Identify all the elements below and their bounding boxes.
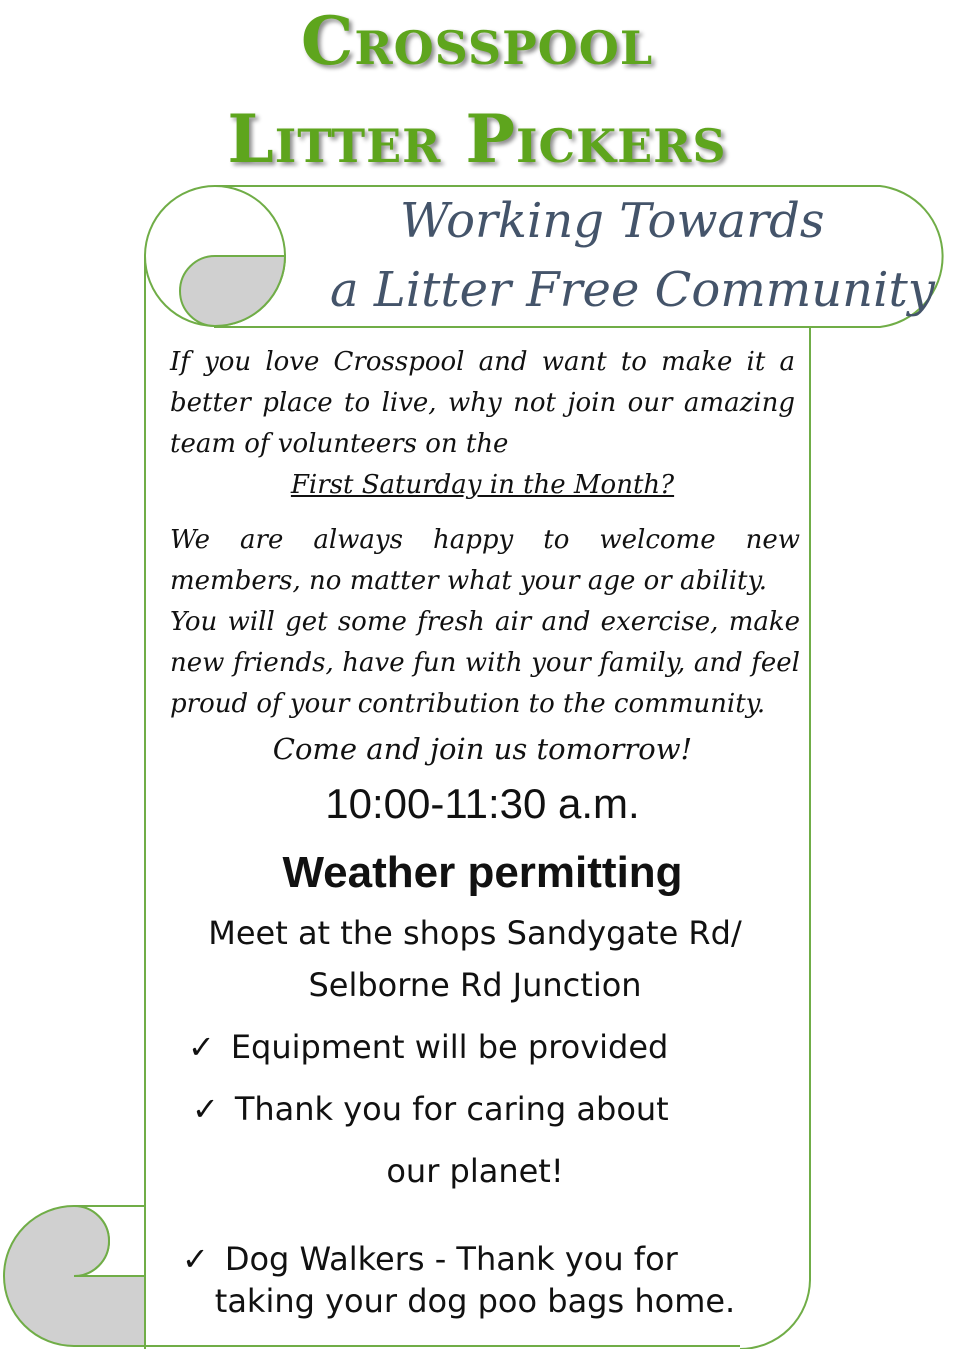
- welcome-paragraph: [170, 520, 800, 725]
- intro-paragraph: If you love Crosspool and want to make it a better place to live, why not join our amazing team of volunteers on the: [170, 347, 795, 459]
- checklist-item-thank-you-continued: our planet!: [386, 1152, 564, 1190]
- meeting-point-line-2: Selborne Rd Junction: [308, 966, 642, 1004]
- checklist-text: Dog Walkers - Thank you for: [224, 1240, 678, 1278]
- title-crosspool: Crosspool: [300, 2, 654, 80]
- welcome-line-1: We are always happy to welcome new members, no matter what your age or ability.: [170, 525, 800, 596]
- checklist-text: Thank you for caring about: [234, 1090, 669, 1128]
- checkmark-icon: ✓: [192, 1090, 219, 1128]
- welcome-line-2: You will get some fresh air and exercise, make new friends, have fun with your family, and feel proud of your contribution to the community.: [170, 607, 800, 719]
- checklist-item-equipment: [188, 1028, 668, 1066]
- first-saturday-highlight: First Saturday in the Month?: [290, 470, 675, 500]
- title-litter-pickers: Litter Pickers: [227, 100, 727, 178]
- checklist-item-thank-you: [192, 1090, 669, 1128]
- banner-line-2: a Litter Free Community: [330, 262, 935, 318]
- checkmark-icon: ✓: [188, 1028, 215, 1066]
- banner-line-1: Working Towards: [400, 193, 825, 249]
- meeting-point-line-1: Meet at the shops Sandygate Rd/: [208, 914, 742, 952]
- checklist-item-dog-walkers-continued: taking your dog poo bags home.: [214, 1282, 736, 1320]
- weather-note: Weather permitting: [282, 848, 683, 897]
- checkmark-icon: ✓: [182, 1240, 209, 1278]
- session-time: 10:00-11:30 a.m.: [325, 780, 640, 827]
- checklist-text: Equipment will be provided: [230, 1028, 669, 1066]
- come-join-text: Come and join us tomorrow!: [272, 732, 693, 766]
- checklist-item-dog-walkers: [182, 1240, 678, 1278]
